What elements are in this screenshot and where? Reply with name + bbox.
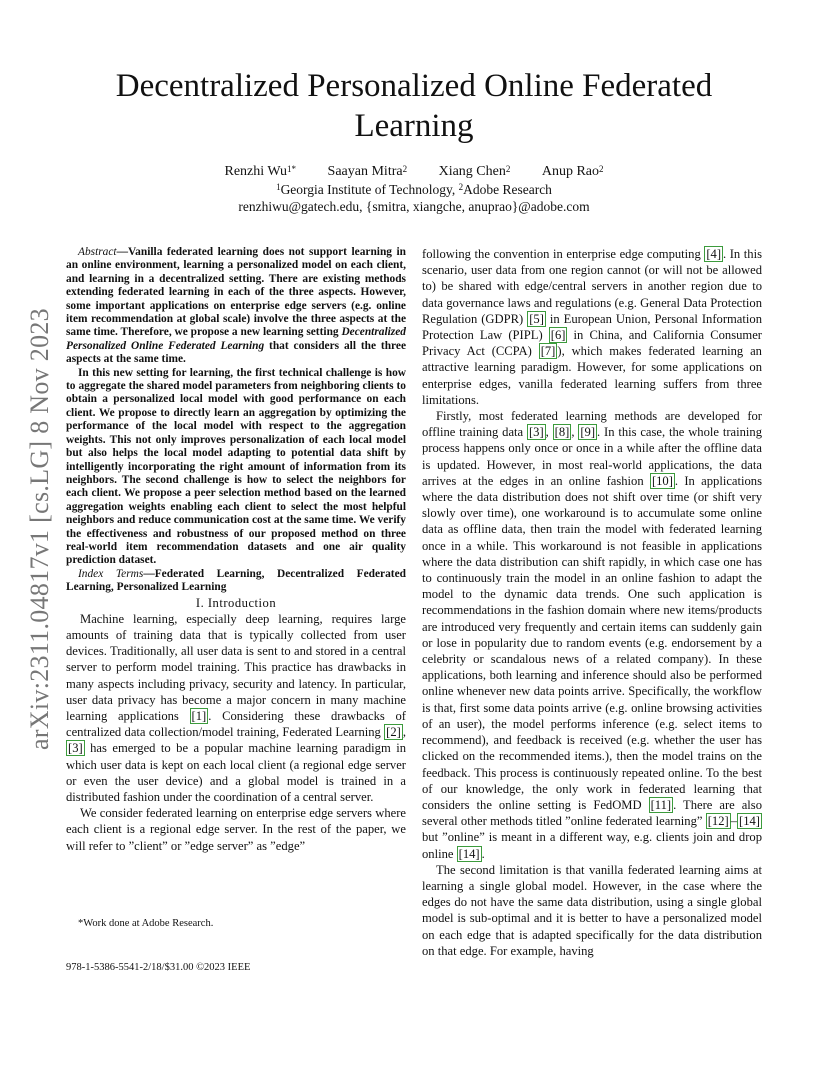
body-paragraph: following the convention in enterprise edge computing [4] . In this scenario, user data from one region cannot (or will not be allowed to) be shared with edge/central servers in another region due to data governance laws and regulations (e.g. General Data Protection Regulation (GDPR) [5] in European Union, Personal Information Protection Law (PIPL) [6] in China, and California Consumer Privacy Act (CCPA) [7] ), which makes federated learning an attractive learning paradigm. However, for some applications on enterprise edges, vanilla federated learning suffers from three limitations. — [422, 247, 763, 407]
affiliations: $^1$Georgia Institute of Technology, $^2$Adobe Research — [276, 182, 552, 197]
citation-link[interactable]: [3] — [68, 741, 83, 756]
abstract-paragraph: Abstract—Vanilla federated learning does not support learning in an online environment, learning a personalized model on each client, and learning in a decentralized setting. There are existing methods extending federated learning in each of the three aspects. However, some important applications on enterprise edge servers (e.g. online item recommendation at global scale) involve the three aspects at the same time. Therefore, we propose a new learning setting Decentralized Personalized Online Federated Learning that considers all the three aspects at the same time. — [66, 246, 407, 366]
citation-link[interactable]: [4] — [706, 247, 722, 261]
author-list — [120, 163, 708, 181]
author: Saayan Mitra$^2$ — [327, 164, 408, 179]
section-heading: I. Introduction — [195, 595, 277, 610]
right-column — [422, 246, 762, 959]
index-terms: Index Terms—Federated Learning, Decentralized Federated Learning, Personalized Learning — [66, 567, 406, 594]
citation-link[interactable]: [11] — [650, 797, 672, 812]
citation-link[interactable]: [10] — [651, 473, 673, 488]
citation-link[interactable]: [6] — [550, 328, 566, 343]
footnote: *Work done at Adobe Research. — [78, 918, 214, 929]
author: Renzhi $Wu^{1*}$ — [224, 164, 297, 179]
citation-link[interactable]: [7] — [540, 344, 556, 359]
citation-link[interactable]: [8] — [554, 425, 570, 440]
author-emails: renzhiwu@gatech.edu, {smitra, xiangche, anuprao}@adobe.com — [238, 199, 590, 214]
author: Xiang Chen$^2$ — [438, 164, 511, 179]
citation-link[interactable]: [14] — [458, 846, 480, 861]
body-paragraph: Machine learning, especially deep learning, requires large amounts of training data that is typically collected from user devices. Traditionally, all user data is sent to and stored in a central server to perform model training. This practice has drawbacks in many aspects including privacy, security and latency. In particular, user data privacy has become a major concern in many machine learning applications [1] . Considering these drawbacks of centralized data collection/model training, Federated Learning [2] , [3] has emerged to be a popular machine learning paradigm in which user data is kept on each local client (a regional edge server or even the user device) and a global model is trained in a distributed fashion under the coordination of a central server. — [66, 611, 406, 804]
arxiv-side-stamp: arXiv:2311.04817v1 [cs.LG] 8 Nov 2023 — [25, 308, 54, 750]
citation-link[interactable]: [14] — [739, 814, 760, 829]
citation-link[interactable]: [2] — [386, 725, 401, 740]
left-column — [66, 246, 406, 854]
citation-link[interactable]: [3] — [528, 425, 544, 440]
body-paragraph: Firstly, most federated learning methods are developed for offline training data [3] , [8] , [9] . In this case, the whole training process happens only once or once in a while after the offline data is updated. However, in most real-world applications, the data arrives at the edges in an online fashion [10] . In applications where the data distribution does not shift over time (or shift very slowly over time), one workaround is to accumulate some online data as offline data, then train the model with federated learning once in a while. This workaround is not feasible in applications where the data distribution can shift rapidly, in which case one has to continuously train the model in an online fashion to adapt the model to the dynamic data trends. One such application is recommendations in the fashion domain where new items/products are introduced very frequently and certain items can suddenly gain or lose in popularity due to random events (e.g. endorsement by a celebrity or scandalous news of a related company). In these applications, both learning and inference should also be performed online whenever new data points arrive. Specifically, the workflow is that, first some data points arrive (e.g. online browsing activities of an user), the model performs inference (e.g. select items to recommend), and feedback is received (e.g. whether the user has clicked on the recommended items.), then the model trains on the feedback. This process is continuously repeated online. To the best of our knowledge, the only work in federated learning that considers the online setting is FedOMD [11] . There are also several other methods titled ”online federated learning” [12] – [14] but ”online” is meant in a different way, e.g. clients join and drop online [14] . — [422, 409, 762, 861]
paper-title: Decentralized Personalized Online Federated Learning — [115, 68, 713, 144]
citation-link[interactable]: [1] — [191, 708, 207, 723]
citation-link[interactable]: [12] — [707, 814, 729, 829]
citation-link[interactable]: [9] — [580, 425, 596, 440]
body-paragraph: The second limitation is that vanilla federated learning aims at learning a single global model. However, in the case where the edges do not have the same data distribution, using a single global model is sub-optimal and it is better to have a personalized model on each edge that is adapted specifically for the data distribution on that edge. For example, having — [422, 862, 762, 958]
author: Anup Rao$^2$ — [541, 164, 604, 179]
citation-link[interactable]: [5] — [529, 311, 544, 326]
copyright-notice: 978-1-5386-5541-2/18/$31.00 ©2023 IEEE — [66, 962, 251, 973]
abstract — [66, 246, 406, 595]
abstract-paragraph: In this new setting for learning, the first technical challenge is how to aggregate the shared model parameters from neighboring clients to obtain a personalized local model with good performance on each client. We propose to directly learn an aggregation by optimizing the performance of the local model with respect to the aggregation weights. This not only improves personalization of each local model but also helps the local model adapting to potential data shift by intelligently incorporating the right amount of information from its neighbors. The second challenge is how to select the neighbors for each client. We propose a peer selection method based on the learned aggregation weights enabling each client to select the most helpful neighbors and reduce communication cost at the same time. We verify the effectiveness and robustness of our proposed method on three real-world item recommendation datasets and one air quality prediction dataset. — [66, 366, 406, 567]
body-paragraph: We consider federated learning on enterprise edge servers where each client is a regional edge server. In the rest of the paper, we will refer to ”client” or ”edge server” as ”edge” — [66, 806, 406, 853]
